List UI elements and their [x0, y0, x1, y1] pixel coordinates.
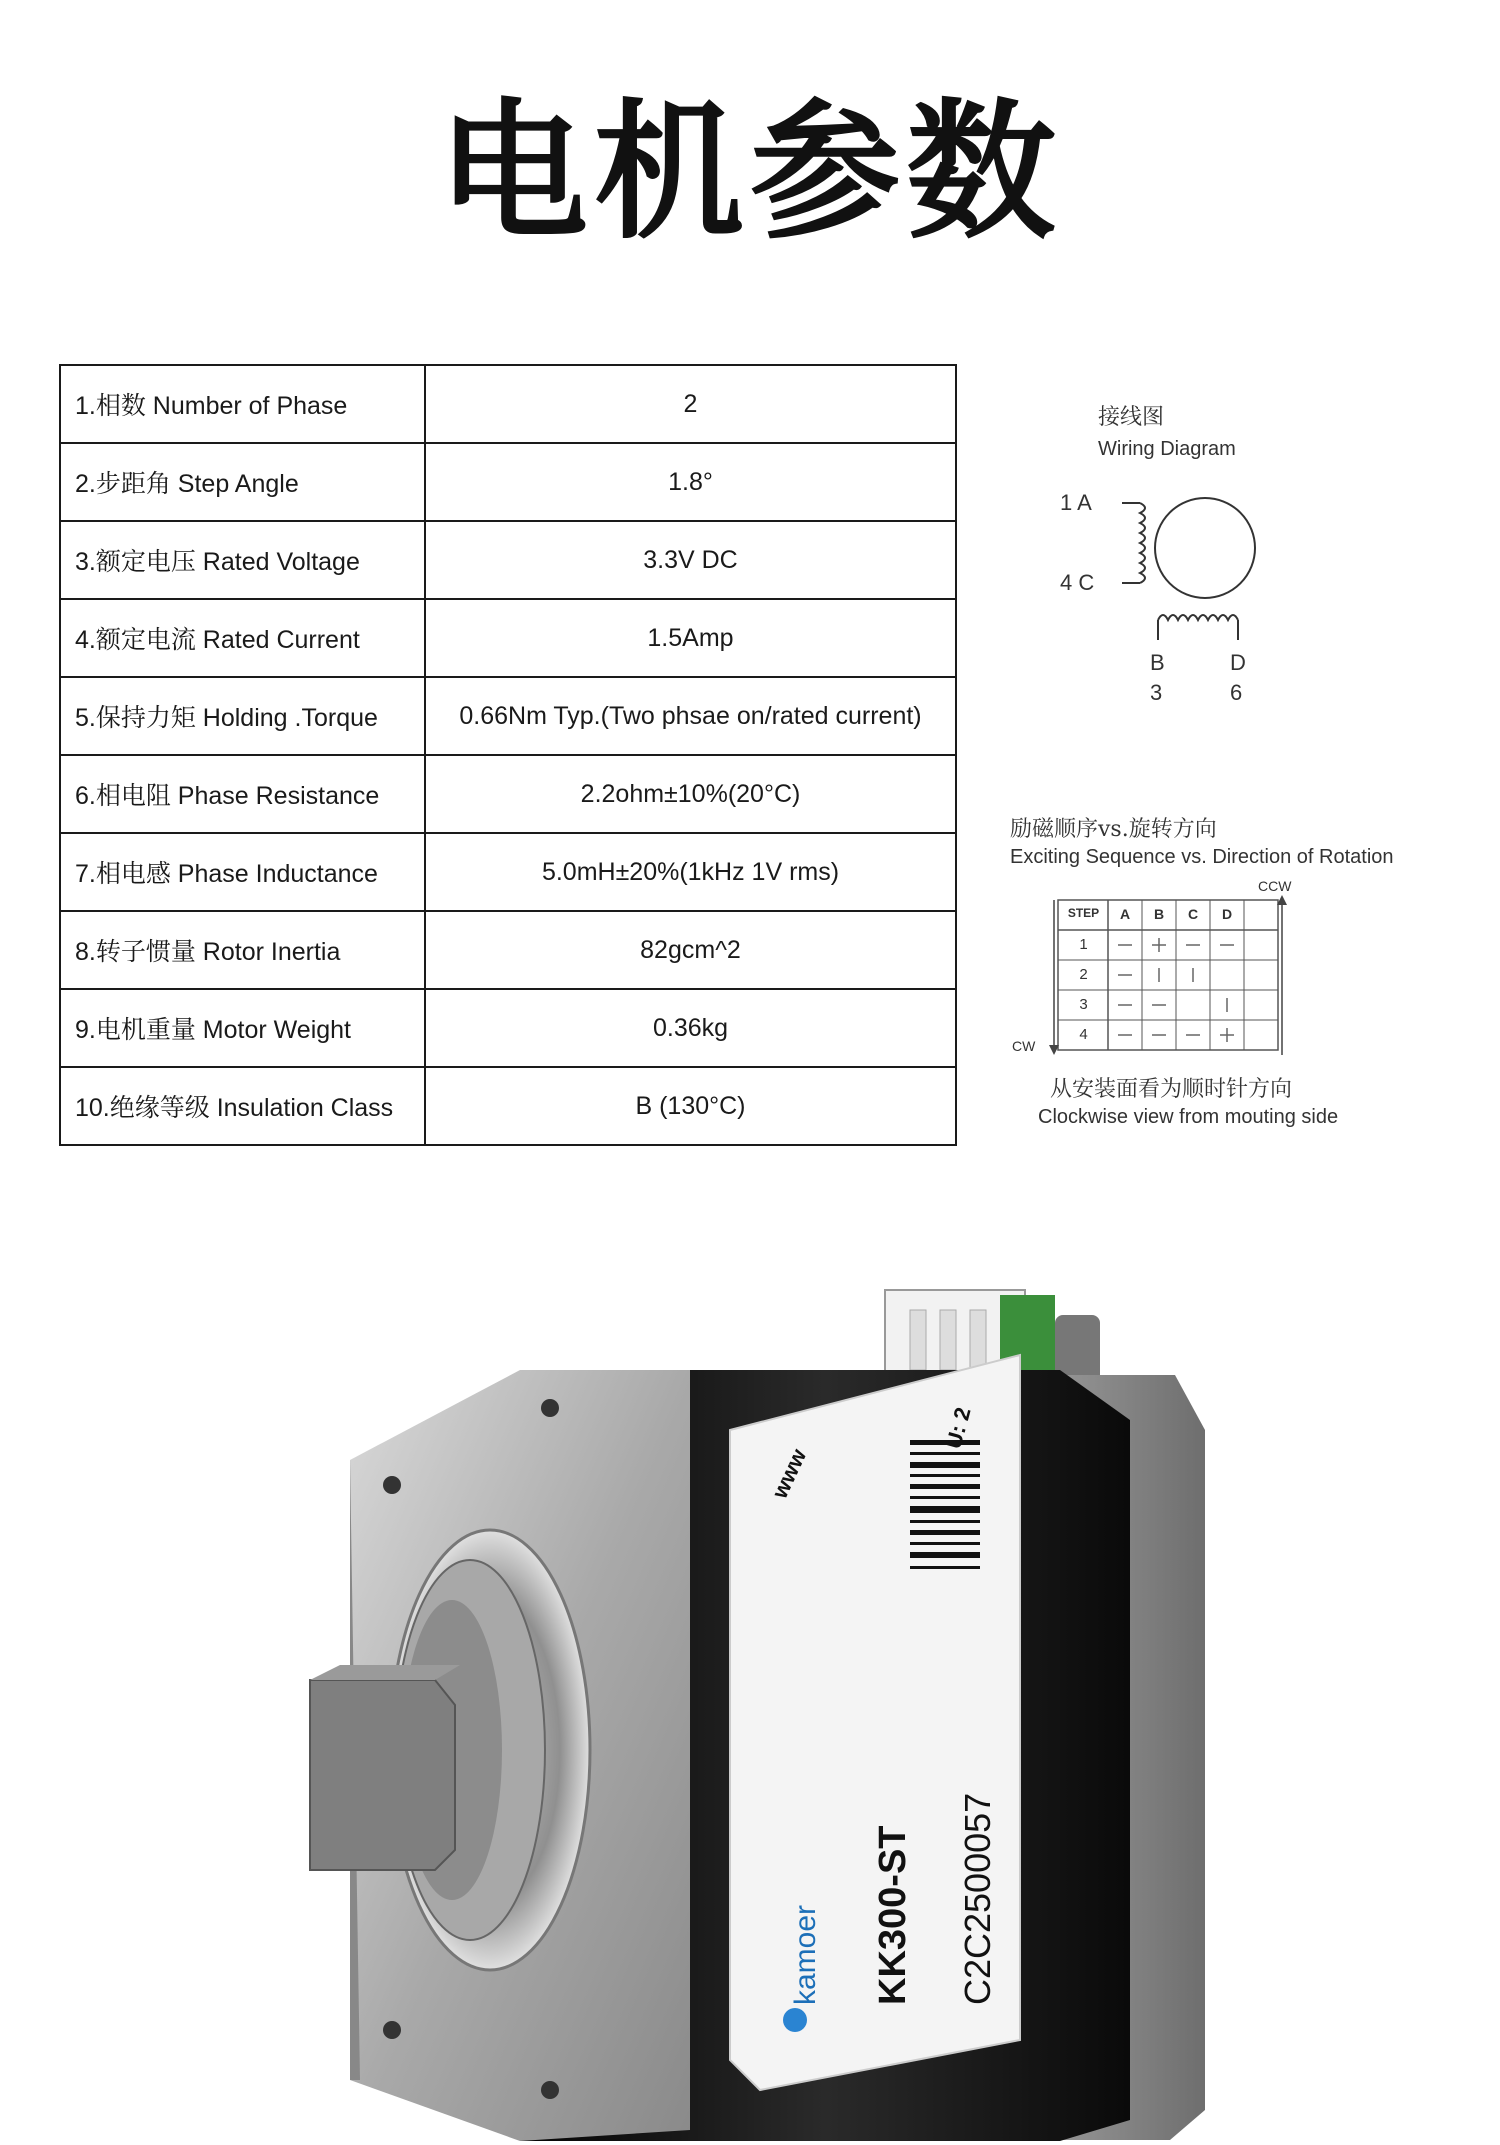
seq-header-c: C [1187, 906, 1199, 922]
seq-step-4: 4 [1079, 1026, 1088, 1043]
wiring-title-en: Wiring Diagram [1098, 438, 1236, 460]
pin-d-label: D [1230, 650, 1246, 675]
ccw-label: CCW [1258, 878, 1292, 894]
seq-header-b: B [1153, 906, 1165, 922]
spec-param-value: 1.5Amp [425, 599, 956, 677]
spec-param-label: 3.额定电压 Rated Voltage [60, 521, 425, 599]
spec-row [60, 911, 956, 989]
spec-table [59, 364, 957, 1146]
spec-param-label: 4.额定电流 Rated Current [60, 599, 425, 677]
pin-d-number: 6 [1230, 680, 1243, 705]
cw-label: CW [1012, 1038, 1036, 1054]
sequence-title-en: Exciting Sequence vs. Direction of Rotation [1010, 846, 1394, 868]
wiring-title-cn: 接线图 [1098, 405, 1165, 430]
spec-row [60, 755, 956, 833]
spec-param-value: B (130°C) [425, 1067, 956, 1145]
sequence-footer-en: Clockwise view from mouting side [1038, 1106, 1339, 1128]
motor-url-fragment: www [766, 1445, 812, 1503]
motor-serial-text: C2C2500057 [957, 1792, 998, 2005]
spec-param-value: 0.66Nm Typ.(Two phsae on/rated current) [425, 677, 956, 755]
spec-param-label: 6.相电阻 Phase Resistance [60, 755, 425, 833]
spec-param-value: 0.36kg [425, 989, 956, 1067]
spec-param-label: 9.电机重量 Motor Weight [60, 989, 425, 1067]
spec-param-label: 1.相数 Number of Phase [60, 365, 425, 443]
spec-param-label: 7.相电感 Phase Inductance [60, 833, 425, 911]
pin-b-label: B [1150, 650, 1165, 675]
motor-brand-text: kamoer [789, 1904, 822, 2005]
spec-row [60, 599, 956, 677]
spec-param-label: 10.绝缘等级 Insulation Class [60, 1067, 425, 1145]
spec-row [60, 365, 956, 443]
motor-photo [0, 1260, 1500, 2141]
sequence-title-cn: 励磁顺序vs.旋转方向 [1010, 817, 1217, 842]
pin-a-label: 1 A [1060, 490, 1092, 515]
seq-step-3: 3 [1079, 996, 1088, 1013]
seq-step-2: 2 [1079, 966, 1088, 983]
spec-row [60, 833, 956, 911]
pin-b-number: 3 [1150, 680, 1163, 705]
seq-header-step: STEP [1067, 906, 1100, 920]
stepper-motor-image [0, 1260, 1500, 2141]
page-title: 电机参数 [437, 86, 1062, 260]
spec-row [60, 677, 956, 755]
spec-param-value: 2 [425, 365, 956, 443]
seq-header-d: D [1221, 906, 1233, 922]
motor-model-text: KK300-ST [872, 1825, 914, 2005]
spec-row [60, 443, 956, 521]
wiring-diagram [1010, 400, 1490, 1140]
kamoer-logo-icon [783, 2008, 807, 2032]
pin-c-label: 4 C [1060, 570, 1095, 595]
spec-row [60, 521, 956, 599]
spec-param-value: 2.2ohm±10%(20°C) [425, 755, 956, 833]
spec-row [60, 989, 956, 1067]
spec-param-value: 3.3V DC [425, 521, 956, 599]
spec-param-value: 5.0mH±20%(1kHz 1V rms) [425, 833, 956, 911]
spec-row [60, 1067, 956, 1145]
spec-param-label: 5.保持力矩 Holding .Torque [60, 677, 425, 755]
spec-param-label: 8.转子惯量 Rotor Inertia [60, 911, 425, 989]
spec-param-label: 2.步距角 Step Angle [60, 443, 425, 521]
spec-param-value: 1.8° [425, 443, 956, 521]
motor-code-fragment: U: 2 [940, 1404, 976, 1452]
spec-param-value: 82gcm^2 [425, 911, 956, 989]
seq-step-1: 1 [1079, 936, 1088, 953]
sequence-footer-cn: 从安装面看为顺时针方向 [1050, 1077, 1293, 1102]
seq-header-a: A [1119, 906, 1131, 922]
